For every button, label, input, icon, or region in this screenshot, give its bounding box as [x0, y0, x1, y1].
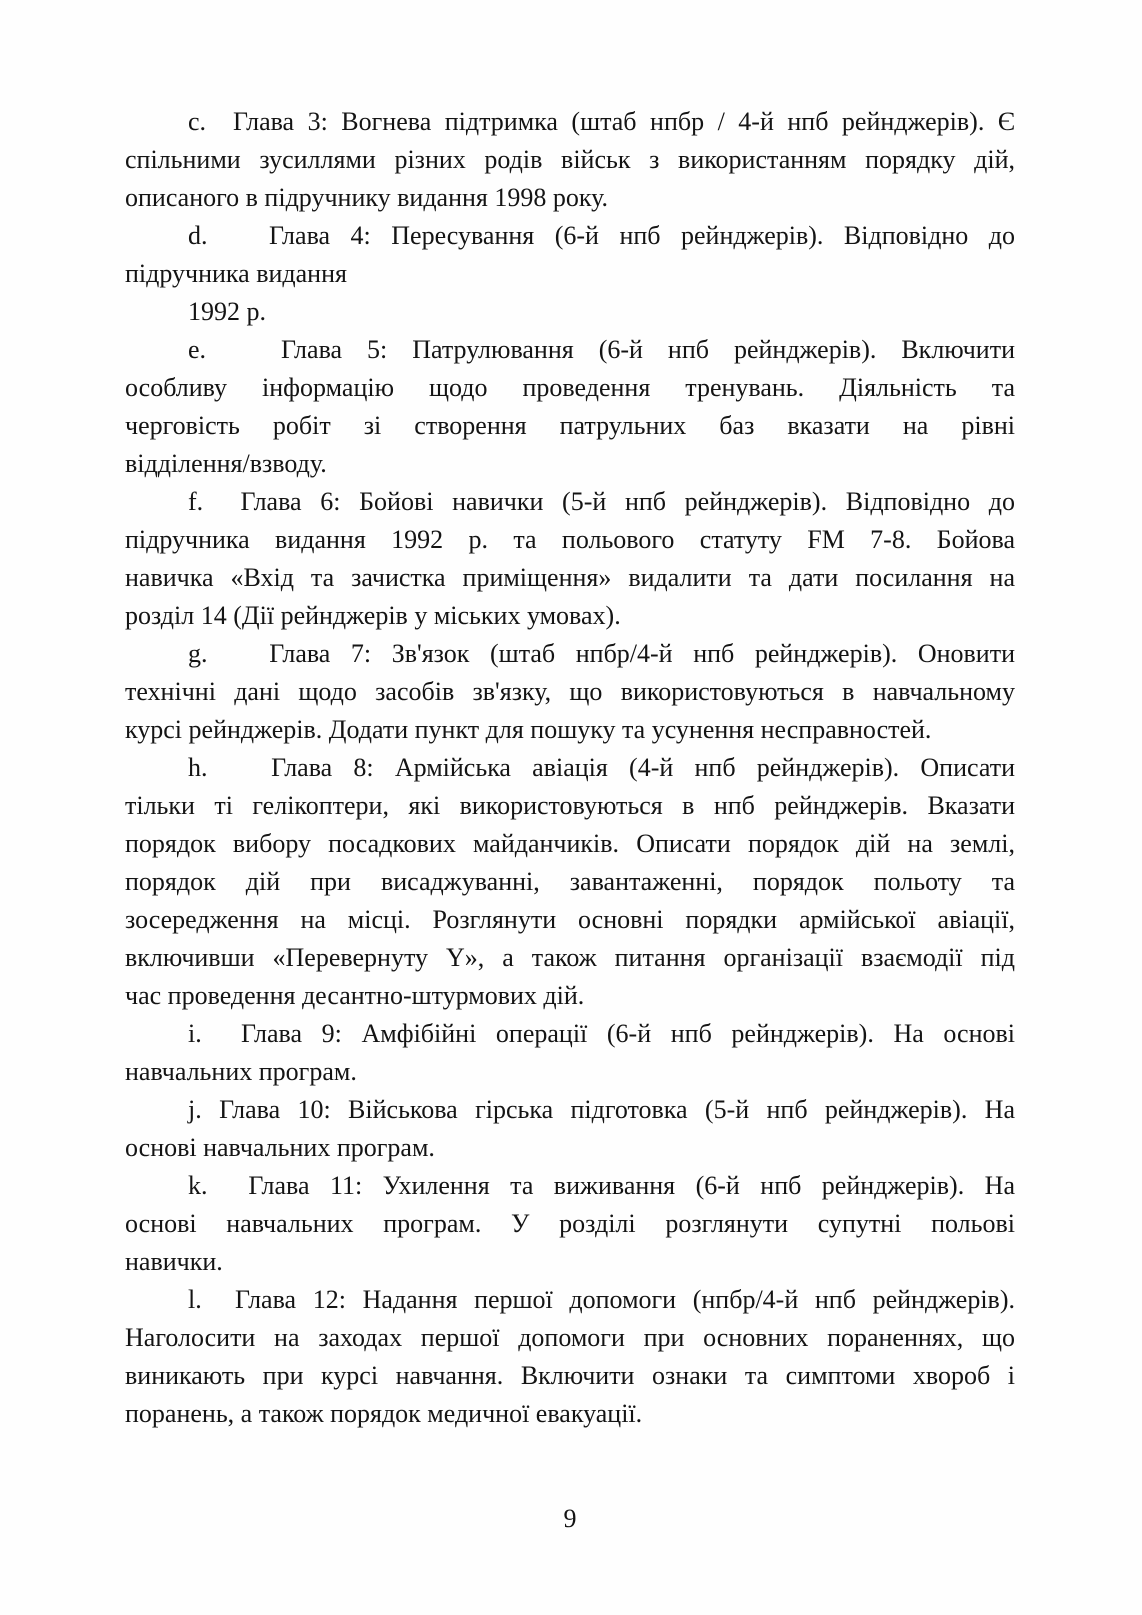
text-line: час проведення десантно-штурмових дій.	[125, 981, 585, 1010]
text-line: основі навчальних програм.	[125, 1133, 435, 1162]
text-line: тільки ті гелікоптери, які використовуються в нпб рейнджерів. Вказати	[125, 791, 1015, 820]
text-line: виникають при курсі навчання. Включити ознаки та симптоми хвороб і	[125, 1361, 1015, 1390]
text-line: підручника видання 1992 р. та польового статуту FM 7-8. Бойова	[125, 525, 1015, 554]
text-line: e. Глава 5: Патрулювання (6-й нпб рейнджерів). Включити	[188, 335, 1015, 364]
text-line: i. Глава 9: Амфібійні операції (6-й нпб рейнджерів). На основі	[188, 1019, 1015, 1048]
text-line: навички.	[125, 1247, 223, 1276]
text-line: відділення/взводу.	[125, 449, 327, 478]
text-line: технічні дані щодо засобів зв'язку, що використовуються в навчальному	[125, 677, 1015, 706]
text-line: j. Глава 10: Військова гірська підготовка (5-й нпб рейнджерів). На	[188, 1095, 1015, 1124]
text-line: h. Глава 8: Армійська авіація (4-й нпб рейнджерів). Описати	[188, 753, 1015, 782]
text-line: підручника видання	[125, 259, 347, 288]
text-line: d. Глава 4: Пересування (6-й нпб рейнджерів). Відповідно до	[188, 221, 1015, 250]
text-line: 1992 р.	[188, 297, 266, 326]
text-line: описаного в підручнику видання 1998 року.	[125, 183, 609, 212]
text-line: основі навчальних програм. У розділі розглянути супутні польові	[125, 1209, 1015, 1238]
text-line: l. Глава 12: Надання першої допомоги (нпбр/4-й нпб рейнджерів).	[188, 1285, 1015, 1314]
page-number: 9	[563, 1504, 577, 1533]
text-line: f. Глава 6: Бойові навички (5-й нпб рейнджерів). Відповідно до	[188, 487, 1015, 516]
text-line: k. Глава 11: Ухилення та виживання (6-й нпб рейнджерів). На	[188, 1171, 1015, 1200]
text-line: поранень, а також порядок медичної евакуації.	[125, 1399, 643, 1428]
text-line: Наголосити на заходах першої допомоги при основних пораненнях, що	[125, 1323, 1015, 1352]
text-line: порядок дій при висаджуванні, завантаженні, порядок польоту та	[125, 867, 1015, 896]
text-line: особливу інформацію щодо проведення тренувань. Діяльність та	[125, 373, 1015, 402]
text-line: навчальних програм.	[125, 1057, 357, 1086]
text-line: порядок вибору посадкових майданчиків. Описати порядок дій на землі,	[125, 829, 1015, 858]
text-line: спільними зусиллями різних родів військ з використанням порядку дій,	[125, 145, 1015, 174]
text-line: g. Глава 7: Зв'язок (штаб нпбр/4-й нпб рейнджерів). Оновити	[188, 639, 1015, 668]
text-line: включивши «Перевернуту Y», а також питання організації взаємодії під	[125, 943, 1015, 972]
text-line: черговість робіт зі створення патрульних баз вказати на рівні	[125, 411, 1015, 440]
text-line: зосередження на місці. Розглянути основні порядки армійської авіації,	[125, 905, 1015, 934]
text-line: курсі рейнджерів. Додати пункт для пошуку та усунення несправностей.	[125, 715, 932, 744]
text-line: навичка «Вхід та зачистка приміщення» видалити та дати посилання на	[125, 563, 1015, 592]
text-line: розділ 14 (Дії рейнджерів у міських умовах).	[125, 601, 621, 630]
text-line: c. Глава 3: Вогнева підтримка (штаб нпбр / 4-й нпб рейнджерів). Є	[188, 107, 1015, 136]
document-body	[125, 103, 1015, 1433]
